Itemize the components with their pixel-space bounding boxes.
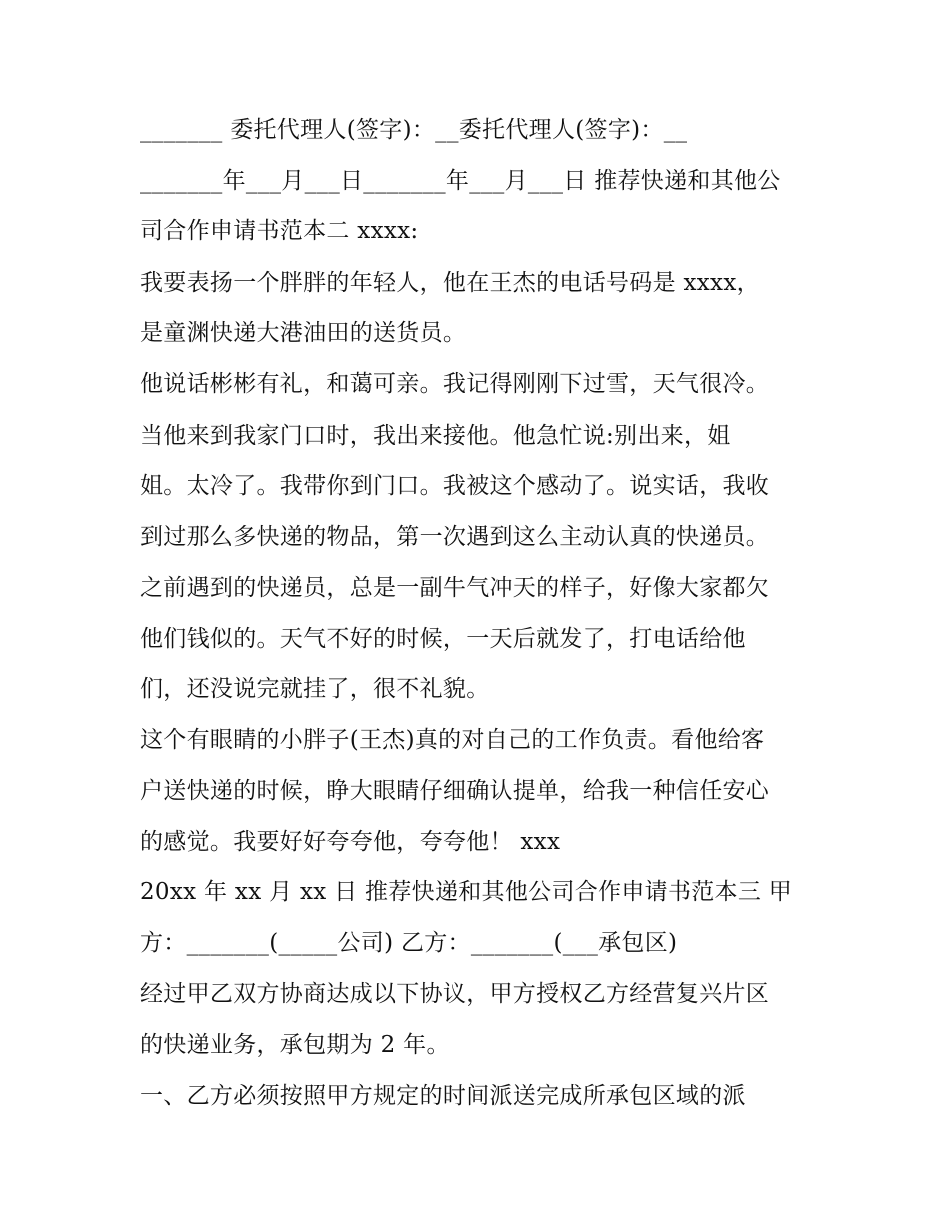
text-line-12: 们，还没说完就挂了，很不礼貌。 <box>140 676 490 702</box>
text-line-7: 当他来到我家门口时，我出来接他。他急忙说:别出来，姐 <box>140 423 731 449</box>
text-line-15: 的感觉。我要好好夸夸他，夸夸他！ xxx <box>140 829 561 855</box>
text-line-4: 我要表扬一个胖胖的年轻人，他在王杰的电话号码是 xxxx， <box>140 270 760 296</box>
text-line-19: 的快递业务，承包期为 2 年。 <box>140 1032 450 1058</box>
text-line-10: 之前遇到的快递员，总是一副牛气冲天的样子，好像大家都欠 <box>140 575 770 601</box>
text-line-1: _______ 委托代理人(签字)：__委托代理人(签字)：__ <box>140 117 688 143</box>
text-line-18: 经过甲乙双方协商达成以下协议，甲方授权乙方经营复兴片区 <box>140 981 770 1007</box>
text-line-3: 司合作申请书范本二 xxxx: <box>140 218 419 244</box>
text-line-11: 他们钱似的。天气不好的时候，一天后就发了，打电话给他 <box>140 626 746 652</box>
text-line-9: 到过那么多快递的物品，第一次遇到这么主动认真的快递员。 <box>140 524 770 550</box>
text-line-8: 姐。太冷了。我带你到门口。我被这个感动了。说实话，我收 <box>140 473 770 499</box>
text-line-2: _______年___月___日_______年___月___日 推荐快递和其他公 <box>140 168 781 194</box>
text-line-5: 是童渊快递大港油田的送货员。 <box>140 320 467 346</box>
text-line-6: 他说话彬彬有礼，和蔼可亲。我记得刚刚下过雪，天气很冷。 <box>140 371 770 397</box>
text-line-17: 方：_______(_____公司) 乙方：_______(___承包区) <box>140 930 678 956</box>
text-line-16: 20xx 年 xx 月 xx 日 推荐快递和其他公司合作申请书范本三 甲 <box>140 879 793 905</box>
text-line-13: 这个有眼睛的小胖子(王杰)真的对自己的工作负责。看他给客 <box>140 727 765 753</box>
text-line-20: 一、乙方必须按照甲方规定的时间派送完成所承包区域的派 <box>140 1083 746 1109</box>
text-line-14: 户送快递的时候，睁大眼睛仔细确认提单，给我一种信任安心 <box>140 778 770 804</box>
